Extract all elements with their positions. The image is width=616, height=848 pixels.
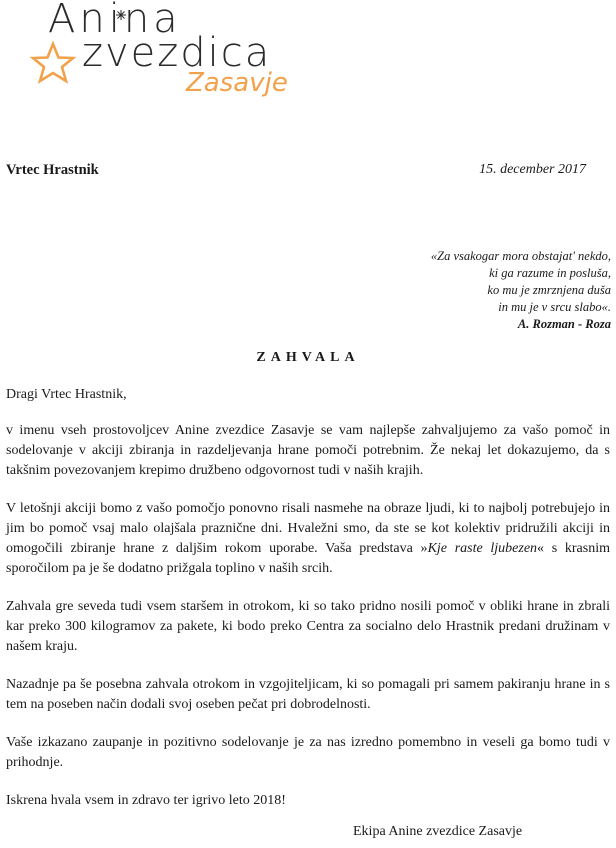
quote-line: in mu je v srcu slabo«.: [498, 300, 611, 314]
greeting: Dragi Vrtec Hrastnik,: [6, 387, 127, 402]
logo-line-3: Zasavje: [186, 68, 288, 98]
letter-body: [6, 385, 610, 829]
paragraph-text: V letošnji akciji bomo z vašo pomočjo ponovno risali nasmehe na obraze ljudi, ki to najbolj potrebujejo in jim bo pomoč vsaj malo olajšala praznične dni. Hvaležni smo, da ste se kot kolektiv pridružili akciji in omogočili zbiranje hrane z daljšim rokom uporabe. Vaša predstava »: [6, 501, 610, 556]
paragraph: Nazadnje pa še posebna zahvala otrokom in vzgojiteljicam, ki so pomagali pri samem pakiranju hrane in s tem na poseben način dodali svoj oseben pečat pri dobrodelnosti.: [6, 677, 610, 712]
signature: Ekipa Anine zvezdice Zasavje: [353, 824, 523, 839]
epigraph-quote: [291, 248, 611, 333]
quote-author: A. Rozman - Roza: [517, 317, 611, 331]
paragraph: [6, 499, 610, 579]
recipient-name: Vrtec Hrastnik: [6, 162, 99, 178]
paragraph: Iskrena hvala vsem in zdravo ter igrivo leto 2018!: [6, 793, 286, 808]
logo-line-1: Anina: [48, 0, 182, 42]
logo: [0, 0, 300, 110]
letter-date: 15. december 2017: [479, 162, 586, 177]
logo-line-2: zvezdica: [82, 30, 272, 76]
letter-title: ZAHVALA: [256, 350, 360, 365]
paragraph-text: « s krasnim sporočilom pa je še dodatno prižgala toplino v naših srcih.: [6, 541, 610, 576]
quote-line: ki ga razume in posluša,: [489, 266, 611, 280]
paragraph: v imenu vseh prostovoljcev Anine zvezdice Zasavje se vam najlepše zahvaljujemo za vašo pomoč in sodelovanje v akciji zbiranja in razdeljevanja hrane pomoči potrebnim. Že nekaj let dokazujemo, da s takšnim povezovanjem krepimo družbeno odgovornost tudi v naših krajih.: [6, 423, 610, 478]
quote-line: ko mu je zmrznjena duša: [487, 283, 611, 297]
performance-title: Kje raste ljubezen: [427, 541, 538, 556]
quote-line: «Za vsakogar mora obstajat' nekdo,: [430, 249, 611, 263]
paragraph: Zahvala gre seveda tudi vsem staršem in otrokom, ki so tako pridno nosili pomoč v obliki hrane in zbrali kar preko 300 kilogramov za pakete, ki bodo preko Centra za socialno delo Hrastnik predani družinam v našem kraju.: [6, 599, 610, 654]
paragraph: Vaše izkazano zaupanje in pozitivno sodelovanje je za nas izredno pomembno in veseli ga bomo tudi v prihodnje.: [6, 735, 610, 770]
